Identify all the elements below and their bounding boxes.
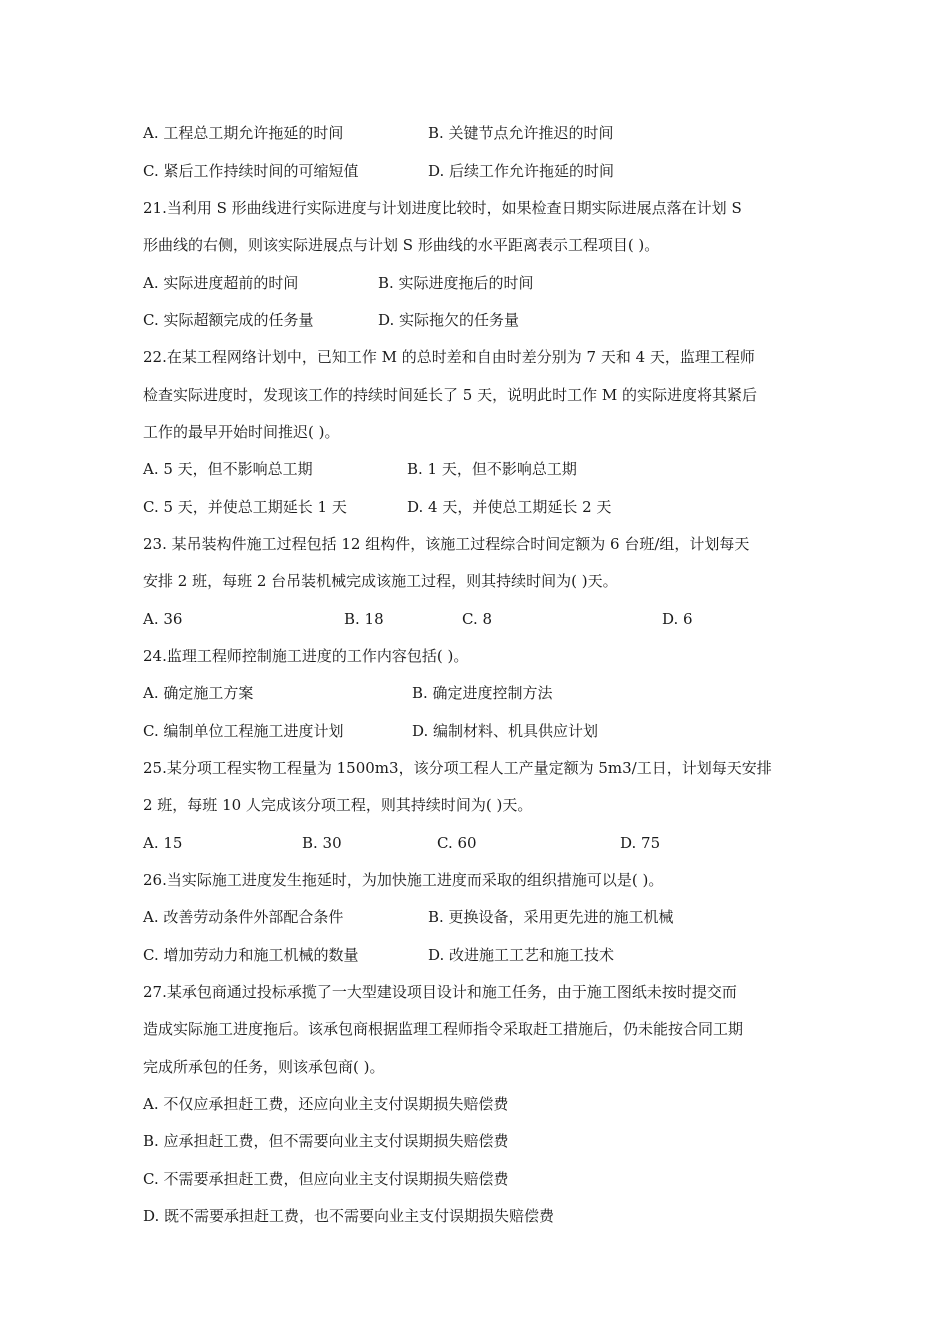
q27-stem-line-2: 造成实际施工进度拖后。该承包商根据监理工程师指令采取赶工措施后，仍未能按合同工期 [143,1020,744,1038]
q23-stem-line-2: 安排 2 班，每班 2 台吊装机械完成该施工过程，则其持续时间为( )天。 [143,572,618,590]
q25-option-c: C. 60 [437,834,477,852]
q21-option-c: C. 实际超额完成的任务量 [143,311,314,329]
q21-stem-line-1: 21.当利用 S 形曲线进行实际进度与计划进度比较时，如果检查日期实际进展点落在计划 S [143,199,742,217]
q26-option-a: A. 改善劳动条件外部配合条件 [143,908,344,926]
q24-option-d: D. 编制材料、机具供应计划 [412,722,599,740]
q27-stem-line-1: 27.某承包商通过投标承揽了一大型建设项目设计和施工任务，由于施工图纸未按时提交而 [143,983,737,1001]
q23-option-c: C. 8 [462,610,493,628]
q26-stem-line-1: 26.当实际施工进度发生拖延时，为加快施工进度而采取的组织措施可以是( )。 [143,871,664,889]
q22-option-c: C. 5 天，并使总工期延长 1 天 [143,498,347,516]
q27-stem-line-3: 完成所承包的任务，则该承包商( )。 [143,1058,385,1076]
q23-option-a: A. 36 [143,610,183,628]
q21-stem-line-2: 形曲线的右侧，则该实际进展点与计划 S 形曲线的水平距离表示工程项目( )。 [143,236,660,254]
q22-option-a: A. 5 天，但不影响总工期 [143,460,313,478]
q21-option-b: B. 实际进度拖后的时间 [378,274,534,292]
q26-option-d: D. 改进施工工艺和施工技术 [428,946,615,964]
q20-option-c: C. 紧后工作持续时间的可缩短值 [143,162,359,180]
q27-option-c: C. 不需要承担赶工费，但应向业主支付误期损失赔偿费 [143,1170,509,1188]
q26-option-b: B. 更换设备，采用更先进的施工机械 [428,908,674,926]
q24-stem-line-1: 24.监理工程师控制施工进度的工作内容包括( )。 [143,647,469,665]
q27-option-d: D. 既不需要承担赶工费，也不需要向业主支付误期损失赔偿费 [143,1207,555,1225]
q25-stem-line-1: 25.某分项工程实物工程量为 1500m3，该分项工程人工产量定额为 5m3/工日，计划每天安排 [143,759,772,777]
q20-option-d: D. 后续工作允许拖延的时间 [428,162,615,180]
q26-option-c: C. 增加劳动力和施工机械的数量 [143,946,359,964]
q22-stem-line-1: 22.在某工程网络计划中，已知工作 M 的总时差和自由时差分别为 7 天和 4 天，监理工程师 [143,348,755,366]
q27-option-a: A. 不仅应承担赶工费，还应向业主支付误期损失赔偿费 [143,1095,509,1113]
q23-stem-line-1: 23. 某吊装构件施工过程包括 12 组构件，该施工过程综合时间定额为 6 台班/组，计划每天 [143,535,750,553]
q25-option-d: D. 75 [620,834,661,852]
q24-option-a: A. 确定施工方案 [143,684,254,702]
q25-stem-line-2: 2 班，每班 10 人完成该分项工程，则其持续时间为( )天。 [143,796,533,814]
q25-option-a: A. 15 [143,834,183,852]
q20-option-b: B. 关键节点允许推迟的时间 [428,124,614,142]
q22-stem-line-3: 工作的最早开始时间推迟( )。 [143,423,340,441]
q20-option-a: A. 工程总工期允许拖延的时间 [143,124,344,142]
q21-option-a: A. 实际进度超前的时间 [143,274,299,292]
q24-option-c: C. 编制单位工程施工进度计划 [143,722,344,740]
q22-option-d: D. 4 天，并使总工期延长 2 天 [407,498,612,516]
q21-option-d: D. 实际拖欠的任务量 [378,311,520,329]
q23-option-d: D. 6 [662,610,693,628]
q23-option-b: B. 18 [344,610,384,628]
q22-stem-line-2: 检查实际进度时，发现该工作的持续时间延长了 5 天，说明此时工作 M 的实际进度将其紧后 [143,386,757,404]
q25-option-b: B. 30 [302,834,342,852]
q24-option-b: B. 确定进度控制方法 [412,684,553,702]
q22-option-b: B. 1 天，但不影响总工期 [407,460,577,478]
q27-option-b: B. 应承担赶工费，但不需要向业主支付误期损失赔偿费 [143,1132,509,1150]
